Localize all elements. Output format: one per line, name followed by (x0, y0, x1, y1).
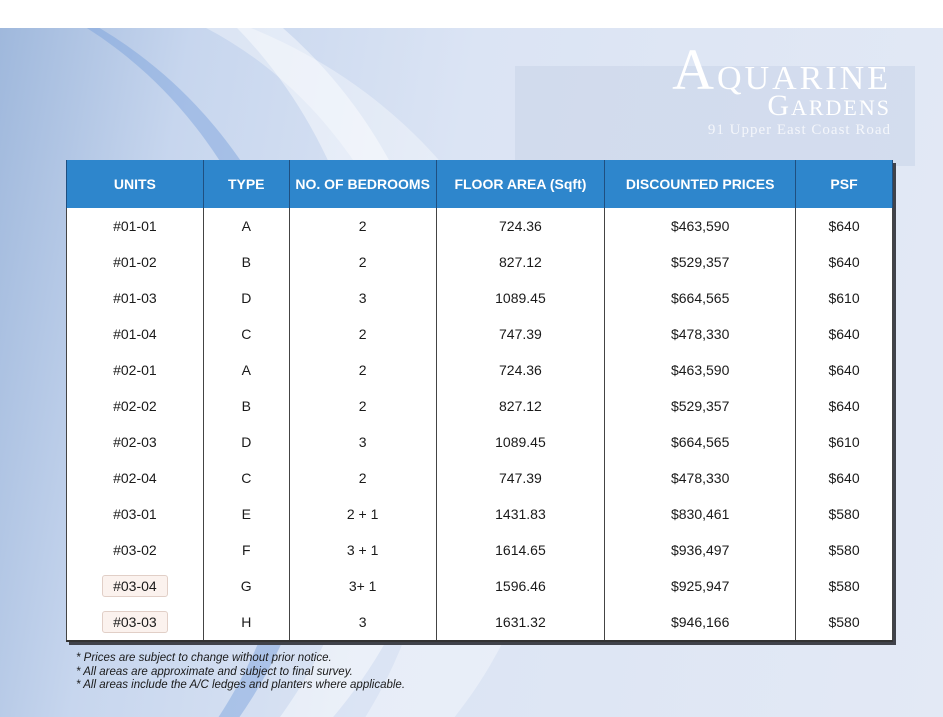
area-cell: 1089.45 (436, 280, 605, 316)
price-cell: $925,947 (605, 568, 796, 604)
header-psf: PSF (796, 160, 893, 208)
price-cell: $936,497 (605, 532, 796, 568)
unit-cell: #02-04 (67, 460, 204, 496)
footnotes (76, 652, 405, 693)
bedrooms-cell: 2 + 1 (289, 496, 436, 532)
price-table (66, 160, 893, 642)
table-row (67, 352, 893, 388)
unit-cell: #03-02 (67, 532, 204, 568)
area-cell: 827.12 (436, 244, 605, 280)
footnote: * Prices are subject to change without prior notice. (76, 652, 332, 664)
bedrooms-cell: 3 + 1 (289, 532, 436, 568)
type-cell: D (203, 424, 289, 460)
footnote: * All areas are approximate and subject to final survey. (76, 665, 353, 678)
psf-cell: $580 (796, 532, 893, 568)
type-cell: G (203, 568, 289, 604)
table-row (67, 496, 893, 532)
area-cell: 1596.46 (436, 568, 605, 604)
type-cell: E (203, 496, 289, 532)
psf-cell: $580 (796, 568, 893, 604)
table-row (67, 424, 893, 460)
price-cell: $463,590 (605, 208, 796, 244)
area-cell: 1089.45 (436, 424, 605, 460)
price-cell: $664,565 (605, 280, 796, 316)
psf-cell: $640 (796, 244, 893, 280)
area-cell: 1631.32 (436, 604, 605, 641)
type-cell: A (203, 208, 289, 244)
type-cell: C (203, 460, 289, 496)
price-cell: $478,330 (605, 460, 796, 496)
highlighted-unit: #03-04 (102, 575, 168, 597)
brand-name-line2: GARDENS (767, 89, 891, 122)
psf-cell: $640 (796, 460, 893, 496)
type-cell: D (203, 280, 289, 316)
price-cell: $664,565 (605, 424, 796, 460)
price-cell: $946,166 (605, 604, 796, 641)
psf-cell: $580 (796, 496, 893, 532)
bedrooms-cell: 3 (289, 424, 436, 460)
psf-cell: $580 (796, 604, 893, 641)
type-cell: B (203, 244, 289, 280)
psf-cell: $640 (796, 208, 893, 244)
bedrooms-cell: 2 (289, 316, 436, 352)
unit-cell: #02-03 (67, 424, 204, 460)
header-units: UNITS (67, 160, 204, 208)
bedrooms-cell: 3+ 1 (289, 568, 436, 604)
price-cell: $529,357 (605, 388, 796, 424)
psf-cell: $640 (796, 352, 893, 388)
unit-cell (67, 604, 204, 641)
bedrooms-cell: 2 (289, 388, 436, 424)
unit-cell: #01-04 (67, 316, 204, 352)
psf-cell: $610 (796, 280, 893, 316)
table-row (67, 532, 893, 568)
table-row (67, 280, 893, 316)
table-row (67, 568, 893, 604)
header-bedrooms: NO. OF BEDROOMS (289, 160, 436, 208)
bedrooms-cell: 3 (289, 280, 436, 316)
table-row (67, 244, 893, 280)
brand-address: 91 Upper East Coast Road (707, 122, 891, 138)
bedrooms-cell: 2 (289, 460, 436, 496)
header-type: TYPE (203, 160, 289, 208)
unit-cell: #03-01 (67, 496, 204, 532)
area-cell: 1431.83 (436, 496, 605, 532)
type-cell: B (203, 388, 289, 424)
highlighted-unit: #03-03 (102, 611, 168, 633)
type-cell: C (203, 316, 289, 352)
bedrooms-cell: 2 (289, 352, 436, 388)
price-cell: $478,330 (605, 316, 796, 352)
unit-cell: #01-03 (67, 280, 204, 316)
unit-cell: #01-02 (67, 244, 204, 280)
table-row (67, 604, 893, 641)
bedrooms-cell: 3 (289, 604, 436, 641)
unit-cell (67, 568, 204, 604)
brand-name-line1: AQUARINE (672, 37, 891, 102)
bedrooms-cell: 2 (289, 208, 436, 244)
price-cell: $529,357 (605, 244, 796, 280)
table-row (67, 208, 893, 244)
table-row (67, 316, 893, 352)
header-floor-area: FLOOR AREA (Sqft) (436, 160, 605, 208)
unit-cell: #01-01 (67, 208, 204, 244)
brand-logo (672, 37, 891, 139)
area-cell: 747.39 (436, 316, 605, 352)
header-discounted-prices: DISCOUNTED PRICES (605, 160, 796, 208)
table-row (67, 388, 893, 424)
type-cell: H (203, 604, 289, 641)
table-row (67, 460, 893, 496)
psf-cell: $610 (796, 424, 893, 460)
area-cell: 724.36 (436, 208, 605, 244)
area-cell: 827.12 (436, 388, 605, 424)
area-cell: 1614.65 (436, 532, 605, 568)
table-header-row (67, 160, 893, 208)
psf-cell: $640 (796, 388, 893, 424)
price-cell: $463,590 (605, 352, 796, 388)
type-cell: F (203, 532, 289, 568)
unit-cell: #02-01 (67, 352, 204, 388)
bedrooms-cell: 2 (289, 244, 436, 280)
price-cell: $830,461 (605, 496, 796, 532)
area-cell: 724.36 (436, 352, 605, 388)
psf-cell: $640 (796, 316, 893, 352)
footnote: * All areas include the A/C ledges and planters where applicable. (76, 679, 406, 691)
unit-cell: #02-02 (67, 388, 204, 424)
area-cell: 747.39 (436, 460, 605, 496)
type-cell: A (203, 352, 289, 388)
